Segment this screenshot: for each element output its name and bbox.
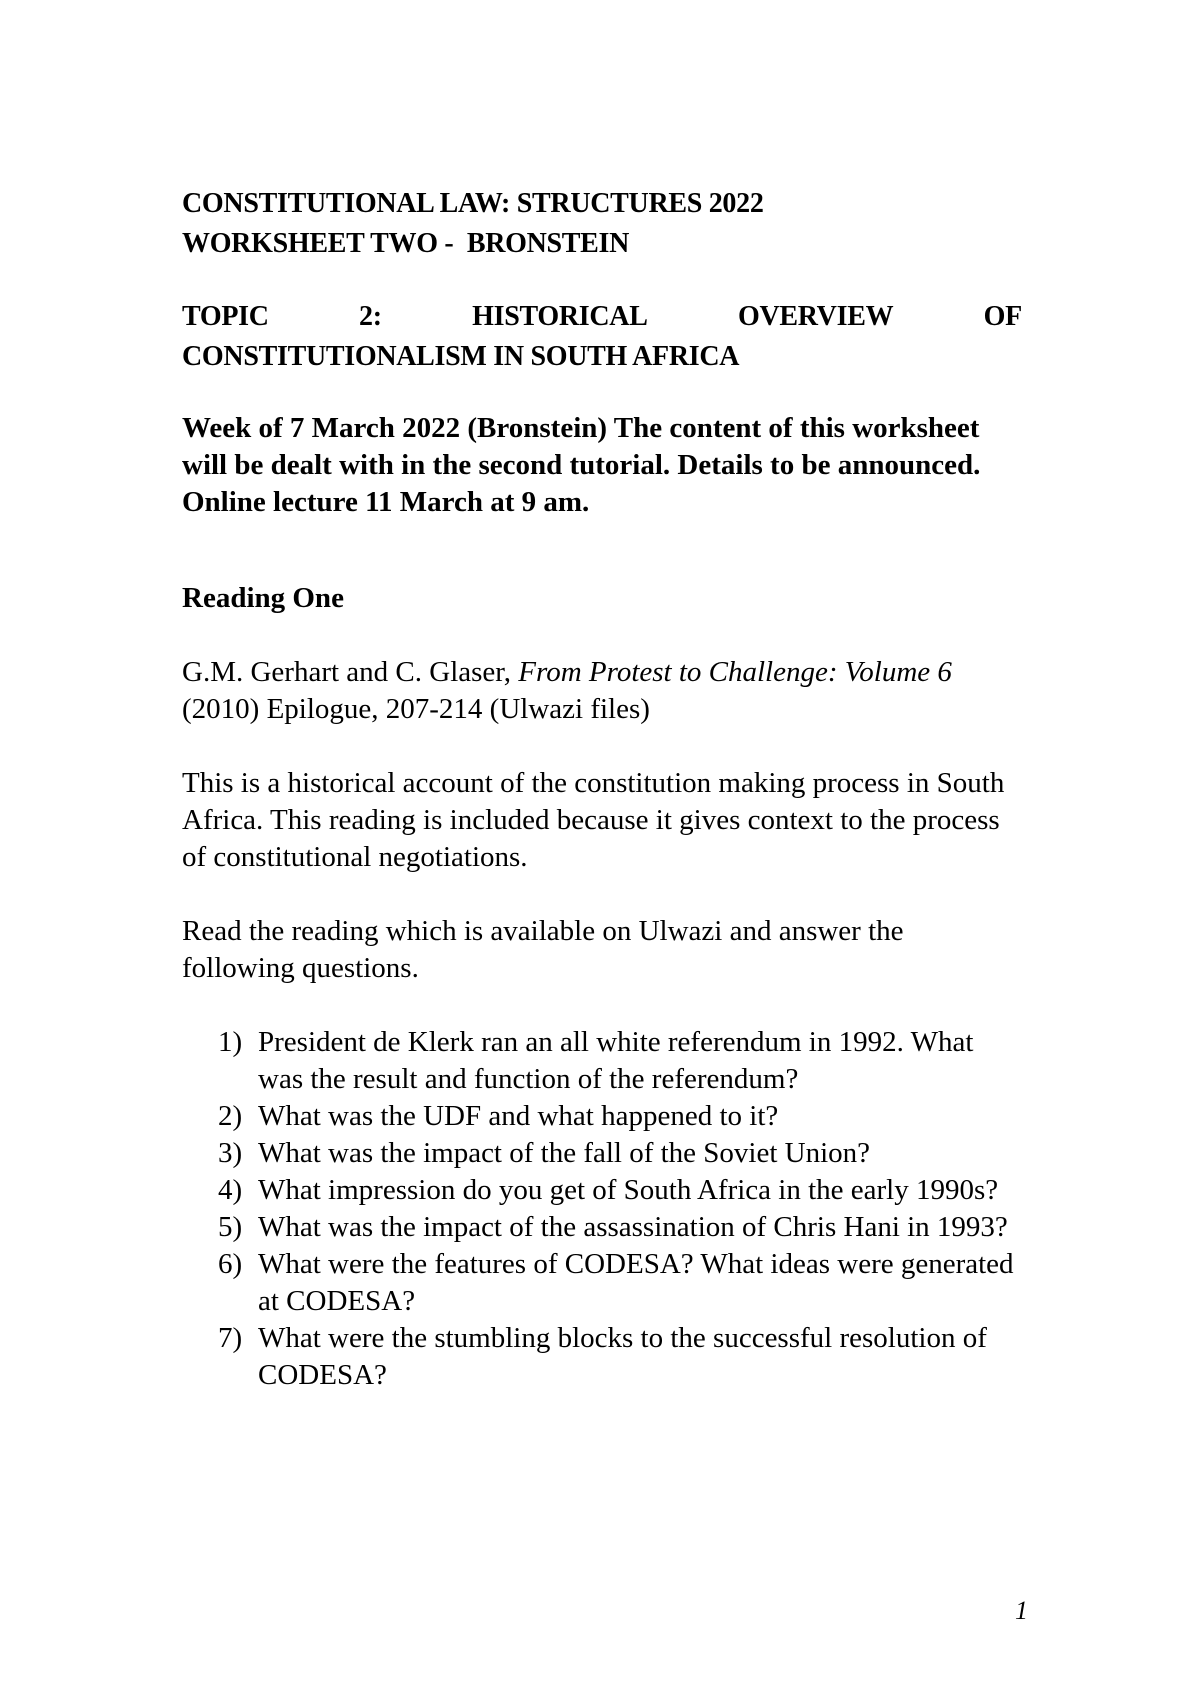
question-number: 5)	[218, 1211, 243, 1243]
worksheet-title: WORKSHEET TWO - BRONSTEIN	[182, 228, 630, 259]
reading-citation	[182, 654, 1022, 728]
question-number: 1)	[218, 1026, 243, 1058]
question-number: 4)	[218, 1174, 243, 1206]
question-number: 2)	[218, 1100, 243, 1132]
list-item	[182, 1246, 1022, 1320]
topic-word: HISTORICAL	[472, 301, 648, 332]
question-text: What was the impact of the assassination of Chris Hani in 1993?	[258, 1211, 1008, 1243]
question-number: 6)	[218, 1248, 243, 1280]
question-number: 7)	[218, 1322, 243, 1354]
reading-title: Reading One	[182, 582, 344, 614]
citation-authors: G.M. Gerhart and C. Glaser,	[182, 656, 519, 688]
question-text: What were the stumbling blocks to the successful resolution of CODESA?	[258, 1322, 987, 1391]
list-item	[182, 1172, 1022, 1209]
page-number: 1	[1015, 1596, 1028, 1625]
list-item	[182, 1320, 1022, 1394]
question-text: President de Klerk ran an all white referendum in 1992. What was the result and function of the referendum?	[258, 1026, 974, 1095]
course-title: CONSTITUTIONAL LAW: STRUCTURES 2022	[182, 188, 764, 219]
topic-word: 2:	[359, 301, 382, 332]
list-item	[182, 1024, 1022, 1098]
list-item	[182, 1098, 1022, 1135]
topic-word: OVERVIEW	[737, 301, 894, 332]
topic-word: OF	[983, 301, 1022, 332]
citation-details: (2010) Epilogue, 207-214 (Ulwazi files)	[182, 693, 650, 725]
question-text: What were the features of CODESA? What ideas were generated at CODESA?	[258, 1248, 1014, 1317]
list-item	[182, 1135, 1022, 1172]
topic-word: TOPIC	[182, 301, 269, 332]
citation-book-title: From Protest to Challenge: Volume 6	[518, 656, 952, 688]
topic-heading-line2: CONSTITUTIONALISM IN SOUTH AFRICA	[182, 341, 740, 372]
question-text: What impression do you get of South Africa in the early 1990s?	[258, 1174, 999, 1206]
reading-instruction: Read the reading which is available on Ulwazi and answer the following questions.	[182, 915, 904, 984]
question-list	[182, 1024, 1022, 1394]
question-text: What was the UDF and what happened to it?	[258, 1100, 779, 1132]
question-number: 3)	[218, 1137, 243, 1169]
week-info: Week of 7 March 2022 (Bronstein) The content of this worksheet will be dealt with in the second tutorial. Details to be announced. Online lecture 11 March at 9 am.	[182, 412, 981, 518]
document-content	[182, 184, 1022, 1394]
topic-heading-line1	[182, 297, 1022, 337]
reading-description: This is a historical account of the constitution making process in South Africa. This reading is included because it gives context to the process of constitutional negotiations.	[182, 767, 1005, 873]
list-item	[182, 1209, 1022, 1246]
question-text: What was the impact of the fall of the Soviet Union?	[258, 1137, 871, 1169]
